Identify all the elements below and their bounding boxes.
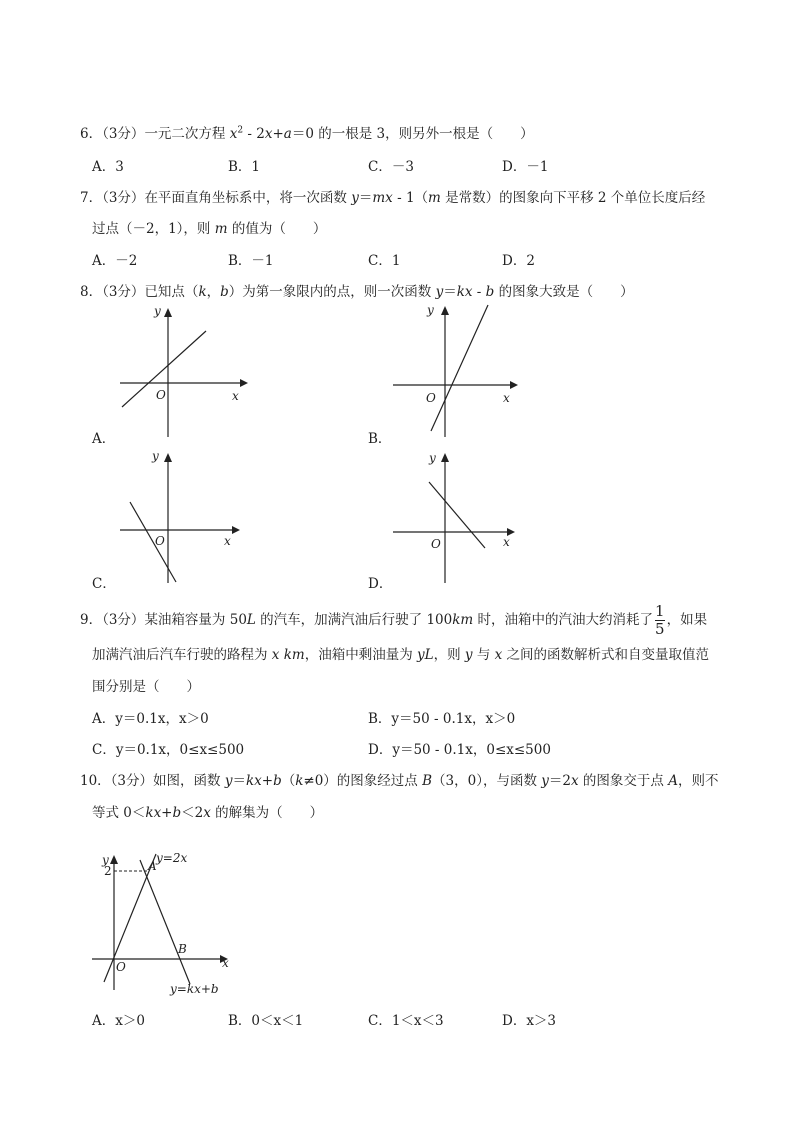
svg-text:y: y xyxy=(102,853,109,867)
q8-option-c[interactable]: C． xyxy=(92,576,116,592)
svg-text:B: B xyxy=(178,942,187,956)
svg-text:y: y xyxy=(152,449,159,463)
q9-option-a[interactable]: A．y＝0.1x，x＞0 xyxy=(92,711,209,727)
q6-option-a[interactable]: A．3 xyxy=(92,159,124,175)
question-9-stem-line3: 围分别是（ ） xyxy=(92,679,200,695)
q10-option-b[interactable]: B．0＜x＜1 xyxy=(228,1013,304,1029)
svg-text:y: y xyxy=(427,303,434,317)
svg-text:O: O xyxy=(426,391,436,405)
q8-graph-a xyxy=(110,305,250,445)
question-10-stem-line1: 10．（3分）如图，函数 y＝kx+b（k≠0）的图象经过点 B（3，0），与函数 y＝2x 的图象交于点 A，则不 xyxy=(80,773,719,789)
q6-option-d[interactable]: D．－1 xyxy=(502,159,549,175)
q7-option-d[interactable]: D．2 xyxy=(502,253,535,269)
q7-option-c[interactable]: C．1 xyxy=(368,253,401,269)
q8-graph-c xyxy=(110,450,250,590)
svg-text:O: O xyxy=(431,537,441,551)
q6-option-b[interactable]: B．1 xyxy=(228,159,261,175)
q7-option-a[interactable]: A．－2 xyxy=(92,253,138,269)
q8-option-b[interactable]: B． xyxy=(368,431,392,447)
svg-text:x: x xyxy=(224,534,231,548)
question-9-stem-line1: 9．（3分）某油箱容量为 50L 的汽车，加满汽油后行驶了 100km 时，油箱中的汽油大约消耗了 $\frac{1}{5}$ ，如果 xyxy=(80,602,708,638)
svg-text:O: O xyxy=(116,960,126,974)
q9-option-b[interactable]: B．y＝50 - 0.1x，x＞0 xyxy=(368,711,516,727)
svg-text:y=kx+b: y=kx+b xyxy=(170,982,219,996)
question-10-stem-line2: 等式 0＜kx+b＜2x 的解集为（ ） xyxy=(92,805,324,821)
question-8-stem: 8．（3分）已知点（k，b）为第一象限内的点，则一次函数 y＝kx - b 的图象大致是（ ） xyxy=(80,284,634,300)
svg-text:2: 2 xyxy=(104,864,112,878)
q8-option-d[interactable]: D． xyxy=(368,576,393,592)
svg-text:y: y xyxy=(429,451,436,465)
svg-text:x: x xyxy=(232,389,239,403)
q8-graph-b xyxy=(385,305,525,445)
svg-text:x: x xyxy=(503,391,510,405)
q8-graph-d xyxy=(385,450,525,590)
q10-option-c[interactable]: C．1＜x＜3 xyxy=(368,1013,444,1029)
q9-option-d[interactable]: D．y＝50 - 0.1x，0≤x≤500 xyxy=(368,742,551,758)
q7-option-b[interactable]: B．－1 xyxy=(228,253,274,269)
svg-text:A: A xyxy=(148,859,157,873)
question-9-stem-line2: 加满汽油后汽车行驶的路程为 x km，油箱中剩油量为 yL，则 y 与 x 之间的函数解析式和自变量取值范 xyxy=(92,647,710,663)
q10-option-a[interactable]: A．x＞0 xyxy=(92,1013,145,1029)
q10-figure xyxy=(92,850,252,1000)
q6-option-c[interactable]: C．－3 xyxy=(368,159,414,175)
q9-option-c[interactable]: C．y＝0.1x，0≤x≤500 xyxy=(92,742,245,758)
svg-text:O: O xyxy=(155,534,165,548)
svg-text:y: y xyxy=(154,304,161,318)
q10-option-d[interactable]: D．x＞3 xyxy=(502,1013,557,1029)
q8-option-a[interactable]: A． xyxy=(92,431,116,447)
svg-text:O: O xyxy=(156,388,166,402)
question-7-stem-line1: 7．（3分）在平面直角坐标系中，将一次函数 y＝mx - 1（m 是常数）的图象向下平移 2 个单位长度后经 xyxy=(80,190,706,206)
svg-text:x: x xyxy=(503,535,510,549)
svg-text:x: x xyxy=(222,956,229,970)
question-7-stem-line2: 过点（－2，1），则 m 的值为（ ） xyxy=(92,221,327,237)
question-6-stem: 6．（3分）一元二次方程 $x^2 - 2x+a=0$ 的一根是 3，则另外一根是（ ） xyxy=(80,125,534,142)
svg-text:y=2x: y=2x xyxy=(156,851,188,865)
fraction-one-fifth: $\frac{1}{5}$ xyxy=(655,602,665,638)
